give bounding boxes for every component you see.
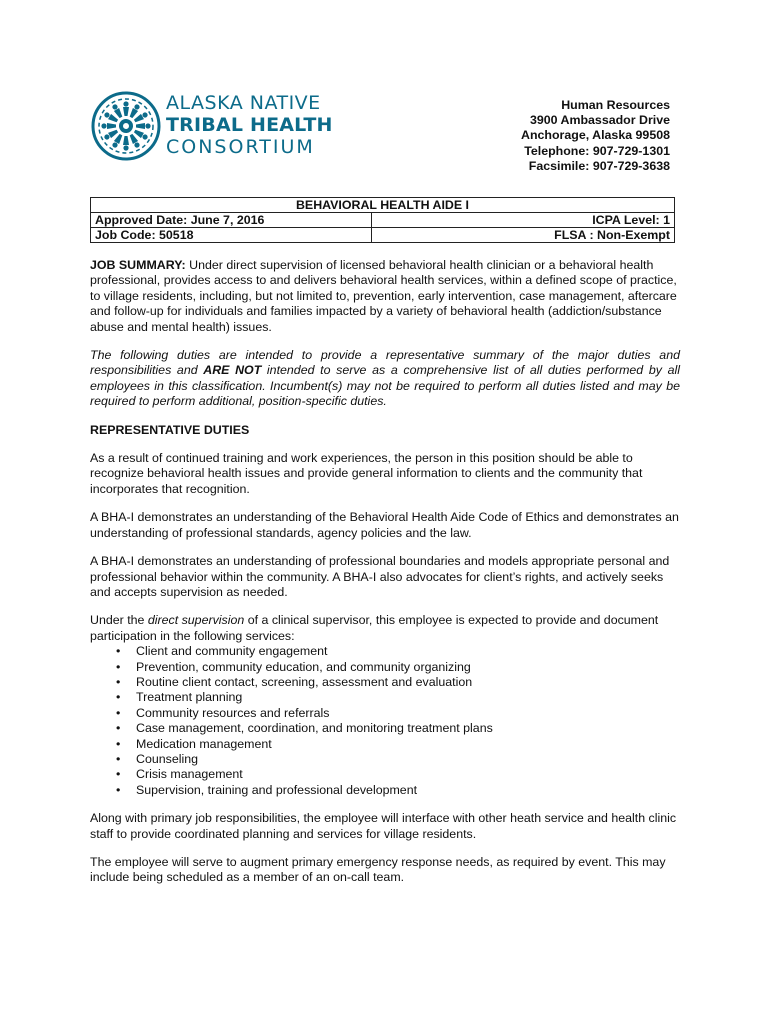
tribal-circle-emblem-icon — [90, 90, 162, 162]
telephone: Telephone: 907-729-1301 — [524, 143, 670, 158]
facsimile: Facsimile: 907-729-3638 — [528, 158, 670, 173]
list-item: • Routine client contact, screening, assessment and evaluation — [90, 675, 680, 690]
disclaimer-emphasis: ARE NOT — [203, 363, 262, 378]
disclaimer-part2: intended to serve as a comprehensive list of all duties performed by all employees in this classification. Incumbent(s) may not be required to perform all duties listed and may be required to perform additional, position-specific duties. — [90, 363, 680, 409]
org-logo — [90, 90, 340, 170]
org-name-line3: CONSORTIUM — [166, 136, 315, 158]
list-item: • Treatment planning — [90, 690, 680, 705]
org-name-line1: ALASKA NATIVE — [166, 92, 321, 114]
street: 3900 Ambassador Drive — [529, 113, 670, 128]
document-body — [90, 258, 680, 899]
job-info-table — [90, 197, 675, 243]
list-item: • Prevention, community education, and community organizing — [90, 660, 680, 675]
department: Human Resources — [561, 98, 670, 112]
services-intro — [90, 613, 680, 644]
hr-address-block — [521, 98, 670, 174]
job-title: BEHAVIORAL HEALTH AIDE I — [91, 198, 675, 213]
services-intro-pre: Under the — [90, 613, 148, 628]
flsa-status: FLSA : Non-Exempt — [372, 228, 675, 243]
list-item: • Counseling — [90, 752, 680, 767]
duties-para-ethics: A BHA-I demonstrates an understanding of the Behavioral Health Aide Code of Ethics and demonstrates an understanding of professional standards, agency policies and the law. — [90, 510, 679, 540]
org-name — [166, 92, 333, 158]
duties-para-interface: Along with primary job responsibilities, the employee will interface with other heath service and health clinic staff to provide coordinated planning and services for village residents. — [90, 811, 677, 841]
list-item: • Medication management — [90, 737, 680, 752]
job-summary-label: JOB SUMMARY: — [90, 258, 186, 272]
duties-para-emergency: The employee will serve to augment primary emergency response needs, as required by event. This may include being scheduled as a member of an on-call team. — [90, 855, 666, 885]
job-code: Job Code: 50518 — [91, 228, 372, 243]
city: Anchorage, Alaska 99508 — [521, 128, 670, 143]
job-summary-text: Under direct supervision of licensed behavioral health clinician or a behavioral health professional, provides access to and delivers behavioral health services, within a defined scope of practice, to village residents, including, but not limited to, prevention, early intervention, case management, aftercare and follow-up for individuals and families impacted by a variety of behavioral health (addiction/substance abuse and mental health) issues. — [90, 258, 677, 334]
disclaimer-part1: The following duties are intended to provide a representative summary of the major duties and responsibilities and — [90, 348, 680, 378]
list-item: • Client and community engagement — [90, 644, 680, 659]
job-summary — [90, 258, 680, 335]
services-intro-post: of a clinical supervisor, this employee is expected to provide and document participation in the following services: — [90, 613, 659, 643]
services-intro-emphasis: direct supervision — [147, 613, 245, 628]
list-item: • Case management, coordination, and monitoring treatment plans — [90, 721, 680, 736]
org-name-line2: TRIBAL HEALTH — [166, 114, 333, 136]
approved-date: Approved Date: June 7, 2016 — [91, 213, 372, 228]
list-item: • Community resources and referrals — [90, 706, 680, 721]
duties-disclaimer — [90, 348, 680, 410]
representative-duties-heading: REPRESENTATIVE DUTIES — [90, 422, 250, 437]
duties-para-boundaries: A BHA-I demonstrates an understanding of professional boundaries and models appropriate personal and professional behavior within the community. A BHA-I also advocates for client’s rights, and actively seeks and accepts supervision as needed. — [90, 554, 670, 599]
list-item: • Supervision, training and professional development — [90, 783, 680, 798]
icpa-level: ICPA Level: 1 — [372, 213, 675, 228]
services-list — [90, 644, 680, 798]
list-item: • Crisis management — [90, 767, 680, 782]
duties-intro: As a result of continued training and work experiences, the person in this position should be able to recognize behavioral health issues and provide general information to clients and the community that incorporates that recognition. — [90, 451, 643, 496]
